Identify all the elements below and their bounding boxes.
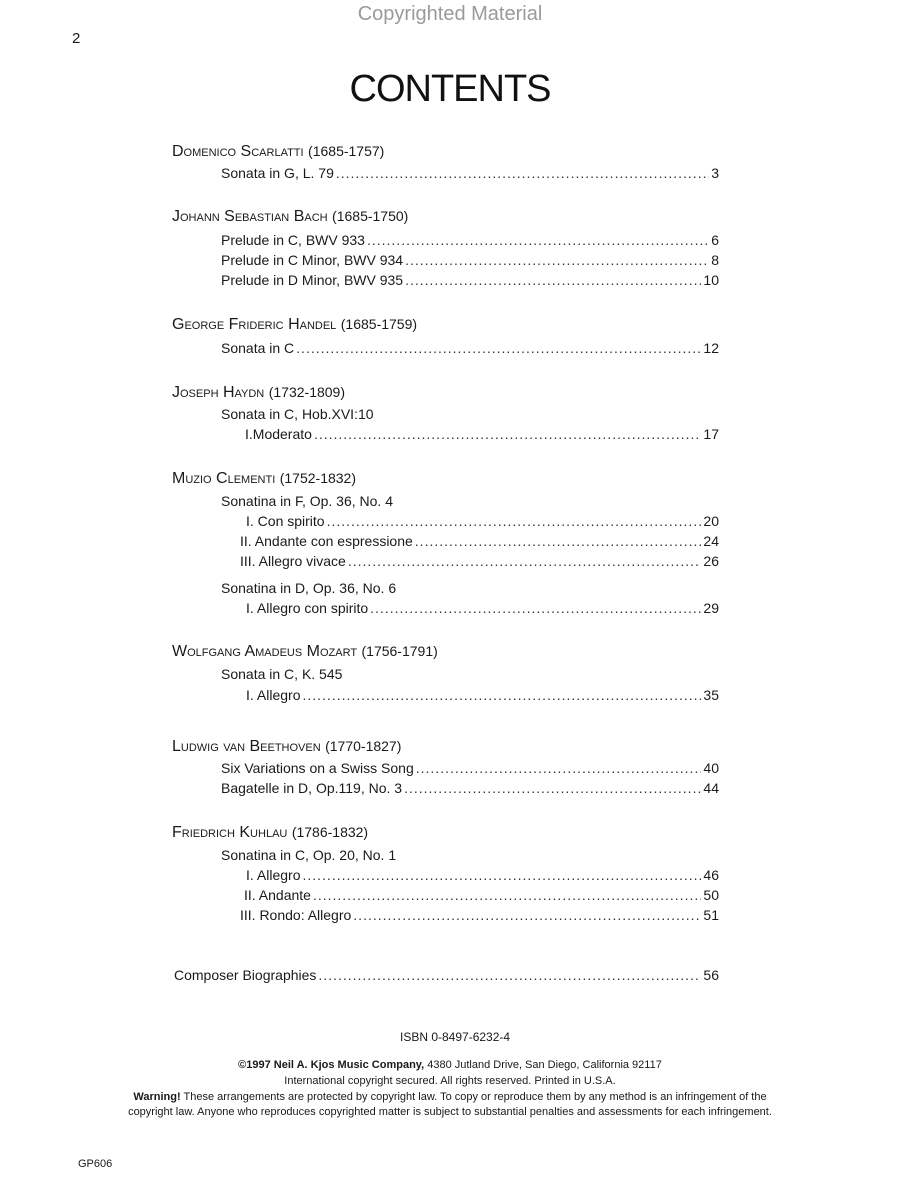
- toc-entry[interactable]: [221, 339, 719, 357]
- leader-dots: [405, 271, 701, 289]
- composer-dates: (1685-1759): [340, 316, 418, 332]
- toc-entry[interactable]: [244, 886, 719, 904]
- work-title: Sonata in C, K. 545: [221, 666, 343, 682]
- leader-dots: [302, 866, 701, 884]
- toc-entry[interactable]: [221, 759, 719, 777]
- composer-heading: [172, 382, 345, 403]
- toc-entry[interactable]: [245, 425, 719, 443]
- leader-dots: [348, 552, 702, 570]
- work-title: Sonatina in D, Op. 36, No. 6: [221, 580, 397, 596]
- toc-entry-label: Six Variations on a Swiss Song: [221, 760, 414, 776]
- composer-dates: (1770-1827): [325, 738, 402, 754]
- copyright-address: 4380 Jutland Drive, San Diego, California 92117: [427, 1059, 662, 1071]
- toc-entry[interactable]: [221, 779, 719, 797]
- leader-dots: [318, 966, 701, 984]
- leader-dots: [336, 164, 709, 182]
- watermark: Copyrighted Material: [357, 3, 543, 25]
- toc-entry-label: III. Rondo: Allegro: [240, 907, 352, 923]
- composer-heading: [172, 641, 438, 662]
- toc-entry-label: Prelude in C, BWV 933: [221, 232, 365, 248]
- leader-dots: [296, 339, 701, 357]
- leader-dots: [404, 779, 701, 797]
- toc-entry[interactable]: [221, 231, 719, 249]
- toc-entry-page: 3: [711, 165, 719, 181]
- composer-dates: (1752-1832): [279, 470, 357, 486]
- toc-entry[interactable]: [246, 866, 719, 884]
- composer-name: Johann Sebastian Bach: [172, 208, 328, 225]
- leader-dots: [302, 686, 701, 704]
- composer-name: Muzio Clementi: [172, 470, 276, 487]
- toc-entry-page: 20: [703, 513, 719, 529]
- composer-name: George Frideric Handel: [172, 316, 337, 333]
- work-title: Sonata in C, Hob.XVI:10: [221, 406, 374, 422]
- toc-entry-page: 10: [703, 272, 719, 288]
- toc-entry-label: I.Moderato: [245, 426, 312, 442]
- warning-line-2: copyright law. Anyone who reproduces copyrighted matter is subject to substantial penalties and assessments for each infringement.: [128, 1106, 772, 1118]
- composer-heading: [172, 468, 356, 489]
- work-title: Sonatina in C, Op. 20, No. 1: [221, 847, 397, 863]
- warning-label: Warning!: [133, 1091, 181, 1103]
- leader-dots: [327, 512, 702, 530]
- composer-heading: [172, 822, 368, 843]
- toc-entry-page: 26: [703, 553, 719, 569]
- composer-dates: (1685-1757): [308, 143, 385, 159]
- composer-dates: (1685-1750): [332, 208, 409, 224]
- leader-dots: [416, 759, 702, 777]
- toc-entry[interactable]: [221, 271, 719, 289]
- composer-name: Joseph Haydn: [172, 384, 265, 401]
- isbn: ISBN 0-8497-6232-4: [400, 1030, 511, 1044]
- toc-entry[interactable]: [246, 686, 719, 704]
- leader-dots: [405, 251, 709, 269]
- toc-entry-page: 56: [703, 967, 719, 983]
- toc-entry-label: Prelude in C Minor, BWV 934: [221, 252, 404, 268]
- toc-entry[interactable]: [221, 251, 719, 269]
- toc-entry-label: I. Allegro: [246, 687, 301, 703]
- toc-entry[interactable]: [246, 512, 719, 530]
- toc-entry[interactable]: [240, 906, 719, 924]
- toc-entry-label: II. Andante: [244, 887, 311, 903]
- composer-name: Domenico Scarlatti: [172, 143, 304, 160]
- composer-name: Ludwig van Beethoven: [172, 738, 321, 755]
- toc-entry-label: Prelude in D Minor, BWV 935: [221, 272, 404, 288]
- toc-entry[interactable]: [240, 532, 719, 550]
- toc-entry-label: I. Con spirito: [246, 513, 325, 529]
- composer-heading: [172, 314, 417, 335]
- rights-line: International copyright secured. All rights reserved. Printed in U.S.A.: [284, 1075, 616, 1087]
- toc-entry-page: 6: [711, 232, 719, 248]
- leader-dots: [415, 532, 702, 550]
- toc-entry-label: Composer Biographies: [174, 967, 317, 983]
- page-title: CONTENTS: [349, 68, 551, 110]
- toc-entry-page: 12: [703, 340, 719, 356]
- toc-entry-page: 35: [703, 687, 719, 703]
- copyright-publisher: ©1997 Neil A. Kjos Music Company,: [238, 1059, 425, 1071]
- leader-dots: [314, 425, 701, 443]
- toc-entry[interactable]: [174, 966, 719, 984]
- toc-entry-page: 40: [703, 760, 719, 776]
- copyright-line: [0, 1058, 900, 1072]
- toc-entry-page: 8: [711, 252, 719, 268]
- toc-entry-page: 46: [703, 867, 719, 883]
- composer-dates: (1756-1791): [361, 643, 438, 659]
- toc-entry-label: I. Allegro con spirito: [246, 600, 369, 616]
- leader-dots: [313, 886, 701, 904]
- toc-entry-page: 29: [703, 600, 719, 616]
- composer-dates: (1732-1809): [268, 384, 345, 400]
- toc-entry-label: II. Andante con espressione: [240, 533, 413, 549]
- toc-entry-page: 44: [703, 780, 719, 796]
- toc-entry-label: Bagatelle in D, Op.119, No. 3: [221, 780, 403, 796]
- composer-heading: [172, 736, 401, 757]
- toc-entry-page: 17: [703, 426, 719, 442]
- page-number: 2: [72, 30, 81, 47]
- toc-entry[interactable]: [240, 552, 719, 570]
- toc-entry-page: 51: [703, 907, 719, 923]
- leader-dots: [367, 231, 709, 249]
- leader-dots: [370, 599, 701, 617]
- warning-line: [0, 1090, 900, 1104]
- toc-entry-label: Sonata in C: [221, 340, 295, 356]
- catalog-code: GP606: [78, 1158, 113, 1170]
- composer-heading: [172, 141, 384, 162]
- toc-entry-page: 50: [703, 887, 719, 903]
- toc-entry[interactable]: [246, 599, 719, 617]
- toc-entry-page: 24: [703, 533, 719, 549]
- toc-entry-label: III. Allegro vivace: [240, 553, 346, 569]
- composer-heading: [172, 206, 408, 227]
- toc-entry[interactable]: [221, 164, 719, 182]
- toc-entry-label: Sonata in G, L. 79: [221, 165, 334, 181]
- work-title: Sonatina in F, Op. 36, No. 4: [221, 493, 393, 509]
- composer-name: Friedrich Kuhlau: [172, 824, 288, 841]
- leader-dots: [353, 906, 701, 924]
- composer-dates: (1786-1832): [291, 824, 369, 840]
- composer-name: Wolfgang Amadeus Mozart: [172, 643, 358, 660]
- toc-entry-label: I. Allegro: [246, 867, 301, 883]
- warning-text: These arrangements are protected by copyright law. To copy or reproduce them by any method is an infringement of the: [183, 1091, 767, 1103]
